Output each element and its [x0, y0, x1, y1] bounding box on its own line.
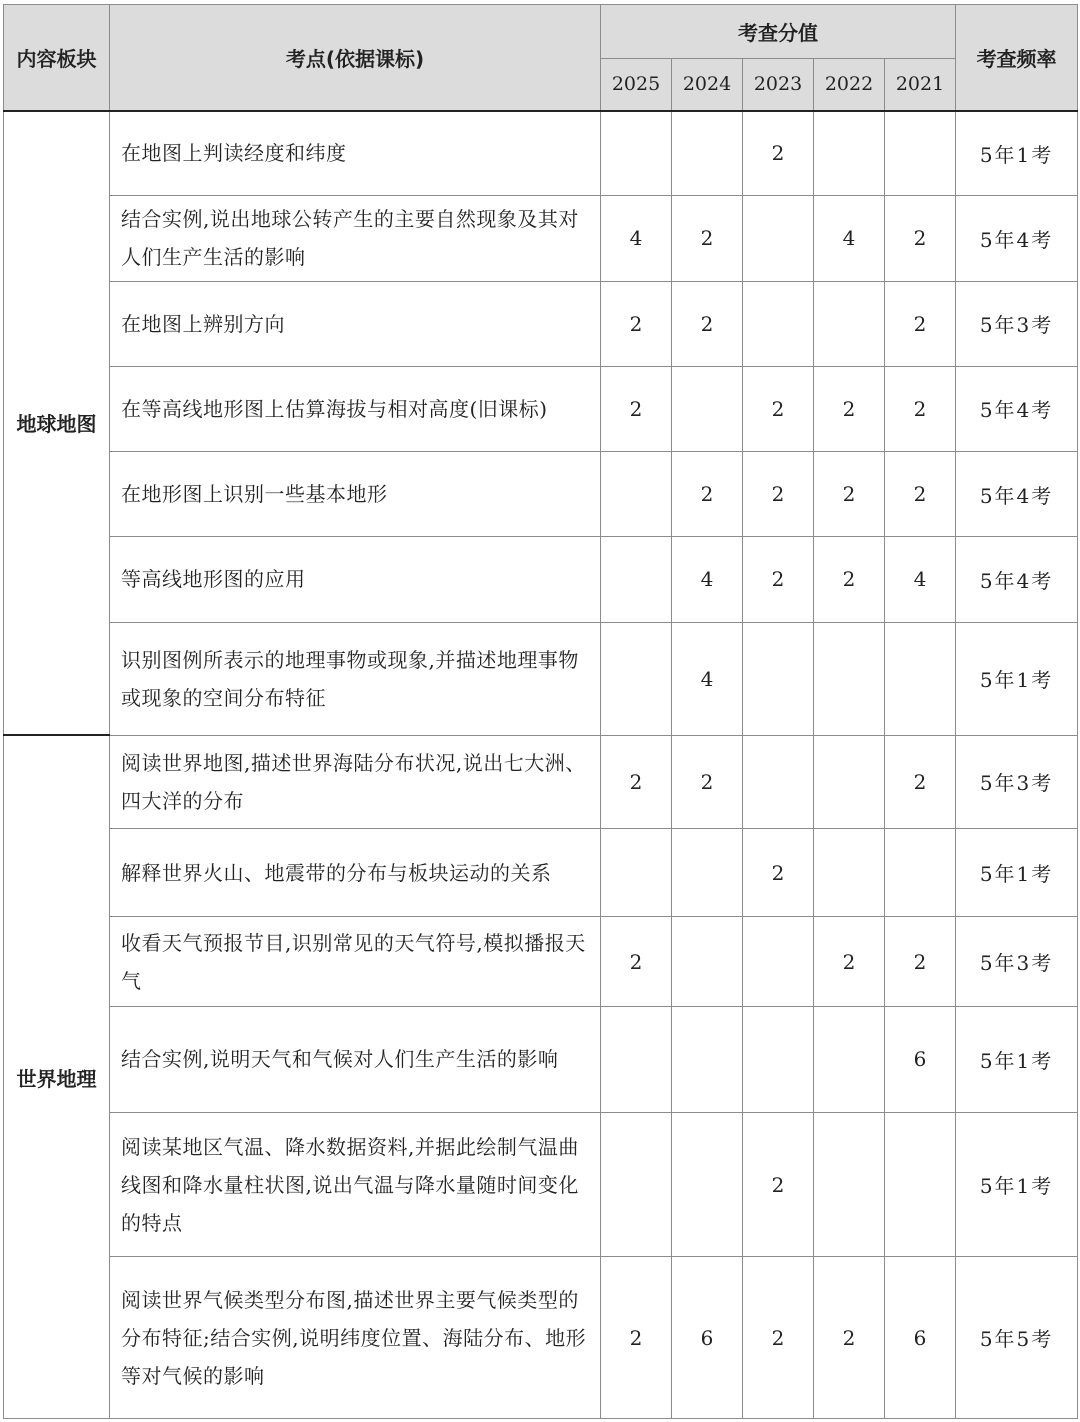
score-cell: 2: [601, 735, 672, 828]
score-cell: [743, 735, 814, 828]
score-cell: [601, 1112, 672, 1256]
table-row: [4, 735, 1078, 828]
score-cell: 2: [672, 735, 743, 828]
section-name: 地球地图: [4, 111, 110, 736]
frequency-cell: 5年3考: [956, 735, 1078, 828]
score-cell: 4: [601, 196, 672, 281]
frequency-cell: 5年3考: [956, 917, 1078, 1006]
score-cell: [814, 735, 885, 828]
score-cell: [601, 1006, 672, 1112]
score-cell: 2: [743, 537, 814, 622]
exam-point: 结合实例,说出地球公转产生的主要自然现象及其对人们生产生活的影响: [110, 196, 601, 281]
exam-point: 在等高线地形图上估算海拔与相对高度(旧课标): [110, 366, 601, 451]
score-cell: 2: [814, 917, 885, 1006]
score-cell: 2: [885, 917, 956, 1006]
score-cell: [743, 1006, 814, 1112]
header-year: 2022: [814, 59, 885, 111]
exam-analysis-table: [3, 4, 1078, 1419]
score-cell: [885, 1112, 956, 1256]
frequency-cell: 5年1考: [956, 622, 1078, 735]
score-cell: [814, 281, 885, 366]
table-body: [4, 111, 1078, 1419]
score-cell: [814, 1112, 885, 1256]
frequency-cell: 5年1考: [956, 1112, 1078, 1256]
frequency-cell: 5年4考: [956, 452, 1078, 537]
score-cell: 2: [743, 829, 814, 917]
score-cell: [672, 111, 743, 196]
table-row: [4, 829, 1078, 917]
score-cell: 2: [601, 1257, 672, 1419]
score-cell: 2: [601, 917, 672, 1006]
score-cell: [601, 452, 672, 537]
score-cell: 2: [885, 281, 956, 366]
score-cell: [672, 366, 743, 451]
score-cell: [814, 111, 885, 196]
score-cell: [885, 622, 956, 735]
header-year: 2025: [601, 59, 672, 111]
header-point: 考点(依据课标): [110, 5, 601, 111]
exam-point: 阅读世界气候类型分布图,描述世界主要气候类型的分布特征;结合实例,说明纬度位置、海陆分布、地形等对气候的影响: [110, 1257, 601, 1419]
score-cell: 6: [885, 1257, 956, 1419]
score-cell: 2: [885, 452, 956, 537]
exam-point: 结合实例,说明天气和气候对人们生产生活的影响: [110, 1006, 601, 1112]
section-name: 世界地理: [4, 735, 110, 1418]
header-frequency: 考查频率: [956, 5, 1078, 111]
score-cell: [814, 829, 885, 917]
exam-point: 等高线地形图的应用: [110, 537, 601, 622]
score-cell: [885, 111, 956, 196]
score-cell: [672, 1112, 743, 1256]
frequency-cell: 5年4考: [956, 366, 1078, 451]
score-cell: [743, 196, 814, 281]
score-cell: [601, 111, 672, 196]
score-cell: 2: [814, 452, 885, 537]
score-cell: [814, 1006, 885, 1112]
score-cell: [814, 622, 885, 735]
header-year: 2024: [672, 59, 743, 111]
score-cell: 2: [601, 366, 672, 451]
header-year: 2021: [885, 59, 956, 111]
exam-point: 在地图上辨别方向: [110, 281, 601, 366]
score-cell: [743, 917, 814, 1006]
exam-point: 阅读世界地图,描述世界海陆分布状况,说出七大洲、四大洋的分布: [110, 735, 601, 828]
score-cell: 2: [672, 281, 743, 366]
table-row: [4, 366, 1078, 451]
score-cell: 4: [672, 622, 743, 735]
score-cell: 2: [672, 196, 743, 281]
exam-point: 在地图上判读经度和纬度: [110, 111, 601, 196]
score-cell: 4: [885, 537, 956, 622]
frequency-cell: 5年4考: [956, 196, 1078, 281]
score-cell: 2: [885, 366, 956, 451]
table-row: [4, 917, 1078, 1006]
score-cell: 2: [743, 1112, 814, 1256]
score-cell: 2: [885, 196, 956, 281]
frequency-cell: 5年5考: [956, 1257, 1078, 1419]
frequency-cell: 5年1考: [956, 829, 1078, 917]
table-row: [4, 1006, 1078, 1112]
score-cell: 4: [672, 537, 743, 622]
score-cell: [601, 622, 672, 735]
score-cell: [743, 281, 814, 366]
exam-point: 在地形图上识别一些基本地形: [110, 452, 601, 537]
header-section: 内容板块: [4, 5, 110, 111]
score-cell: [885, 829, 956, 917]
exam-point: 解释世界火山、地震带的分布与板块运动的关系: [110, 829, 601, 917]
header-year: 2023: [743, 59, 814, 111]
table-row: [4, 281, 1078, 366]
score-cell: [601, 537, 672, 622]
frequency-cell: 5年1考: [956, 111, 1078, 196]
frequency-cell: 5年1考: [956, 1006, 1078, 1112]
score-cell: 4: [814, 196, 885, 281]
score-cell: 6: [672, 1257, 743, 1419]
score-cell: 2: [814, 366, 885, 451]
score-cell: 2: [672, 452, 743, 537]
frequency-cell: 5年3考: [956, 281, 1078, 366]
table-row: [4, 196, 1078, 281]
score-cell: 2: [743, 452, 814, 537]
exam-point: 阅读某地区气温、降水数据资料,并据此绘制气温曲线图和降水量柱状图,说出气温与降水量随时间变化的特点: [110, 1112, 601, 1256]
score-cell: [672, 1006, 743, 1112]
score-cell: [743, 622, 814, 735]
score-cell: 2: [885, 735, 956, 828]
table-row: [4, 622, 1078, 735]
frequency-cell: 5年4考: [956, 537, 1078, 622]
table-row: [4, 111, 1078, 196]
header-scores: 考查分值: [601, 5, 956, 59]
score-cell: [601, 829, 672, 917]
score-cell: [672, 829, 743, 917]
score-cell: 6: [885, 1006, 956, 1112]
table-row: [4, 1257, 1078, 1419]
score-cell: 2: [743, 111, 814, 196]
score-cell: 2: [743, 366, 814, 451]
score-cell: 2: [814, 1257, 885, 1419]
score-cell: [672, 917, 743, 1006]
exam-point: 收看天气预报节目,识别常见的天气符号,模拟播报天气: [110, 917, 601, 1006]
score-cell: 2: [814, 537, 885, 622]
score-cell: 2: [601, 281, 672, 366]
table-row: [4, 1112, 1078, 1256]
table-row: [4, 537, 1078, 622]
exam-point: 识别图例所表示的地理事物或现象,并描述地理事物或现象的空间分布特征: [110, 622, 601, 735]
table-row: [4, 452, 1078, 537]
score-cell: 2: [743, 1257, 814, 1419]
